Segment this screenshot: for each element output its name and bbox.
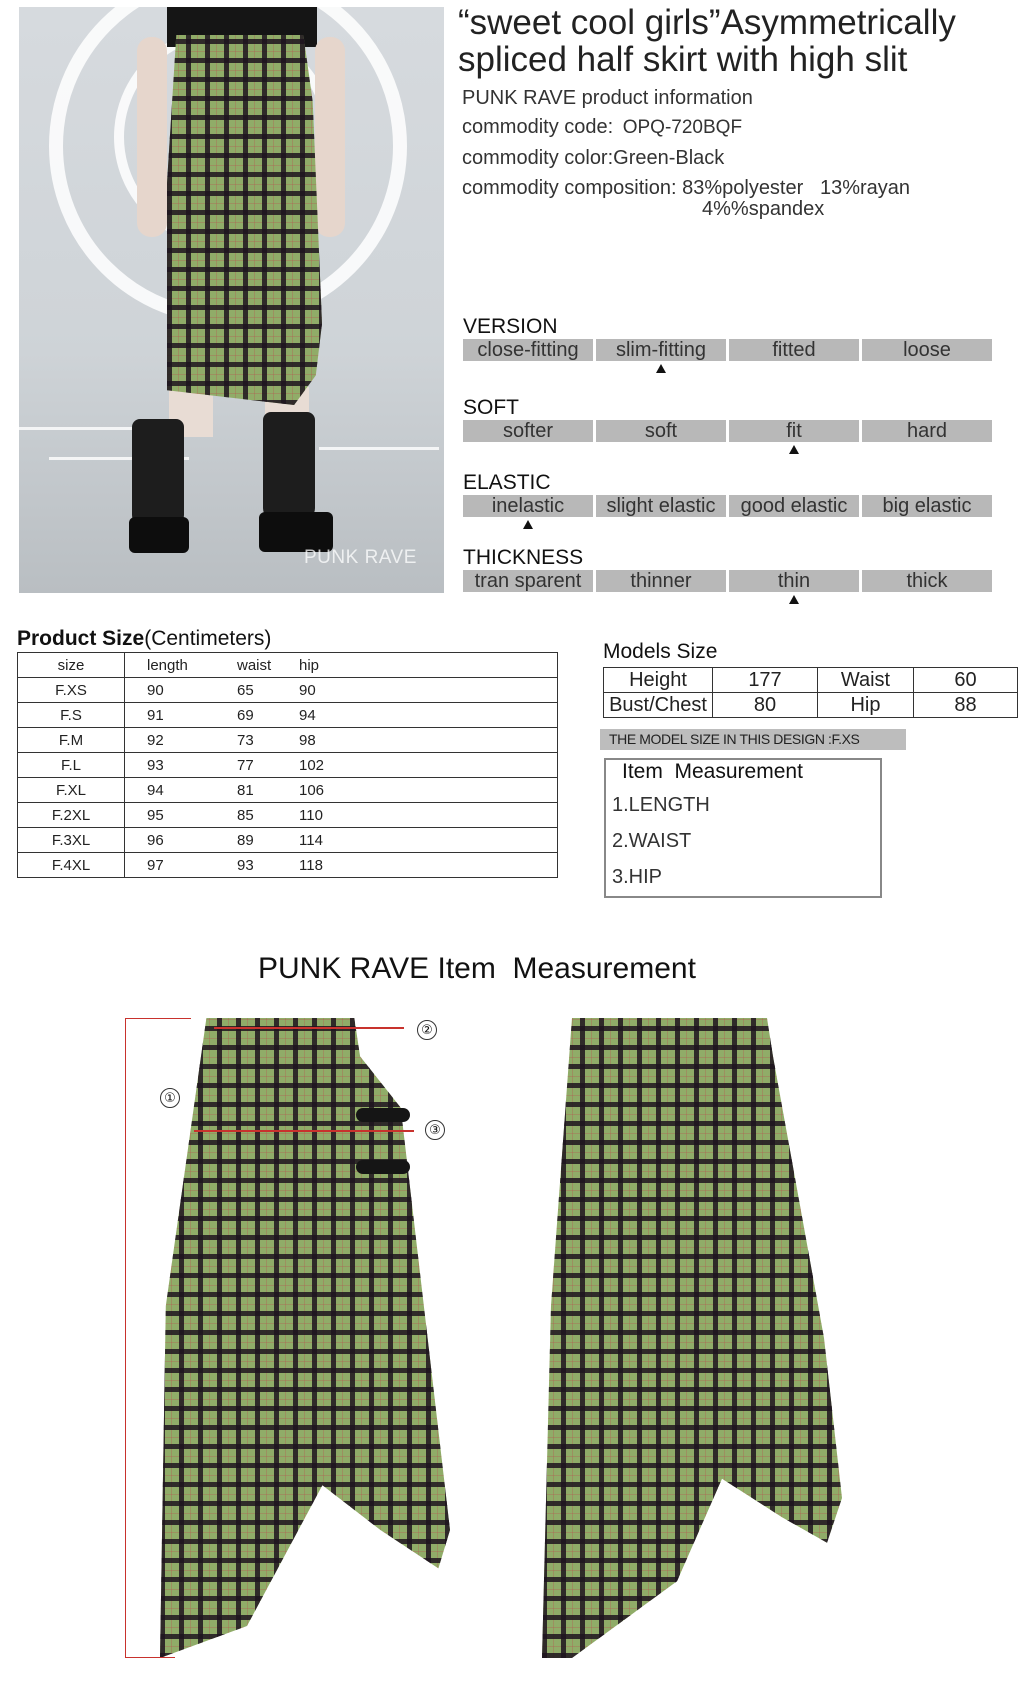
commodity-composition-label: commodity composition: — [462, 177, 677, 199]
table-cell: Bust/Chest — [604, 693, 713, 718]
table-header: waist — [237, 653, 299, 678]
table-cell: F.XL — [18, 778, 125, 803]
model-arm-left — [137, 37, 167, 237]
table-cell: 96 — [125, 828, 238, 853]
table-cell: 88 — [914, 693, 1018, 718]
attribute-scale — [463, 495, 992, 517]
scale-option: close-fitting — [463, 339, 593, 361]
table-cell: 80 — [713, 693, 818, 718]
scale-option: inelastic — [463, 495, 593, 517]
lower-section-title: PUNK RAVE Item Measurement — [258, 952, 696, 985]
boot-sole-left — [129, 517, 189, 553]
commodity-color-value: Green-Black — [613, 147, 725, 169]
table-cell: Waist — [818, 668, 914, 693]
table-header: length — [125, 653, 238, 678]
commodity-composition — [462, 177, 910, 200]
commodity-code-label: commodity code: — [462, 116, 614, 138]
selected-marker — [656, 364, 666, 373]
model-size-note: THE MODEL SIZE IN THIS DESIGN :F.XS — [600, 729, 906, 750]
product-title-line2: spliced half skirt with high slit — [458, 40, 908, 79]
table-cell: Height — [604, 668, 713, 693]
scale-option: big elastic — [862, 495, 992, 517]
table-cell: 90 — [299, 678, 558, 703]
buckle-upper — [356, 1108, 410, 1122]
table-cell: 65 — [237, 678, 299, 703]
attribute-title: THICKNESS — [463, 546, 584, 569]
selected-marker — [523, 520, 533, 529]
table-cell: F.M — [18, 728, 125, 753]
attribute-elastic — [463, 471, 992, 517]
model-photo — [19, 7, 444, 593]
scale-option: softer — [463, 420, 593, 442]
table-row — [18, 803, 558, 828]
table-cell: 177 — [713, 668, 818, 693]
table-cell: 77 — [237, 753, 299, 778]
table-row — [18, 828, 558, 853]
scale-option: thin — [729, 570, 859, 592]
table-cell: F.L — [18, 753, 125, 778]
product-title-line1: “sweet cool girls”Asymmetrically — [458, 3, 956, 42]
table-cell: 106 — [299, 778, 558, 803]
table-cell: 110 — [299, 803, 558, 828]
attribute-title: VERSION — [463, 315, 558, 338]
table-cell: 93 — [125, 753, 238, 778]
product-size-rows — [18, 678, 558, 878]
attribute-scale — [463, 339, 992, 361]
waist-line — [214, 1027, 404, 1029]
scale-option: fitted — [729, 339, 859, 361]
table-cell: F.3XL — [18, 828, 125, 853]
scale-option: loose — [862, 339, 992, 361]
table-cell: 98 — [299, 728, 558, 753]
commodity-code — [462, 116, 742, 139]
table-row — [18, 703, 558, 728]
commodity-composition-value1: 83%polyester 13%rayan — [682, 177, 911, 199]
table-cell: 91 — [125, 703, 238, 728]
product-title — [458, 4, 1018, 78]
table-cell: 93 — [237, 853, 299, 878]
buckle-lower — [356, 1160, 410, 1174]
brand-info: PUNK RAVE product information — [462, 87, 753, 109]
table-row — [18, 753, 558, 778]
selected-marker — [789, 595, 799, 604]
table-cell: Hip — [818, 693, 914, 718]
selected-marker — [789, 445, 799, 454]
table-cell: F.2XL — [18, 803, 125, 828]
marker-length: ① — [160, 1088, 180, 1108]
table-header-row — [18, 653, 558, 678]
attribute-scale — [463, 570, 992, 592]
scale-option: slim-fitting — [596, 339, 726, 361]
scale-option: thick — [862, 570, 992, 592]
model-arm-right — [315, 37, 345, 237]
length-line-top — [125, 1018, 191, 1019]
skirt-on-model — [167, 35, 322, 405]
table-cell: 81 — [237, 778, 299, 803]
table-cell: 118 — [299, 853, 558, 878]
models-size-title: Models Size — [603, 640, 718, 663]
table-row — [18, 728, 558, 753]
table-cell: F.S — [18, 703, 125, 728]
floor-light — [319, 447, 439, 450]
scale-option: thinner — [596, 570, 726, 592]
item-measurement-title: Item Measurement — [622, 760, 803, 783]
attribute-thickness — [463, 546, 992, 592]
attribute-soft — [463, 396, 992, 442]
attribute-scale — [463, 420, 992, 442]
table-cell: F.XS — [18, 678, 125, 703]
table-cell: 90 — [125, 678, 238, 703]
marker-hip: ③ — [425, 1120, 445, 1140]
boot-sole-right — [259, 512, 333, 552]
attribute-title: ELASTIC — [463, 471, 551, 494]
hip-line — [194, 1130, 414, 1132]
table-row — [604, 668, 1018, 693]
skirt-back-illustration — [542, 1018, 842, 1658]
table-cell: 85 — [237, 803, 299, 828]
table-row — [18, 853, 558, 878]
models-size-table — [603, 667, 1018, 718]
table-cell: 73 — [237, 728, 299, 753]
product-size-title — [17, 627, 271, 651]
table-row — [604, 693, 1018, 718]
length-line-bottom — [125, 1657, 175, 1658]
scale-option: fit — [729, 420, 859, 442]
table-header: size — [18, 653, 125, 678]
measurement-item-waist: 2.WAIST — [612, 830, 692, 852]
table-row — [18, 778, 558, 803]
commodity-code-value: OPQ-720BQF — [622, 117, 743, 138]
length-line — [125, 1018, 126, 1658]
product-size-title-bold: Product Size — [17, 627, 145, 650]
table-cell: 92 — [125, 728, 238, 753]
attribute-title: SOFT — [463, 396, 519, 419]
commodity-color-label: commodity color: — [462, 147, 614, 169]
table-cell: 60 — [914, 668, 1018, 693]
table-cell: 94 — [125, 778, 238, 803]
table-row — [18, 678, 558, 703]
commodity-color — [462, 147, 724, 170]
measurement-item-hip: 3.HIP — [612, 866, 663, 888]
measurement-item-length: 1.LENGTH — [612, 794, 710, 816]
scale-option: tran sparent — [463, 570, 593, 592]
boot-right — [263, 412, 315, 522]
commodity-composition-value2: 4%%spandex — [702, 198, 825, 220]
table-cell: F.4XL — [18, 853, 125, 878]
scale-option: soft — [596, 420, 726, 442]
table-cell: 89 — [237, 828, 299, 853]
product-size-table — [17, 652, 558, 878]
boot-left — [132, 419, 184, 529]
watermark: PUNK RAVE — [304, 547, 417, 568]
marker-waist: ② — [417, 1020, 437, 1040]
table-cell: 102 — [299, 753, 558, 778]
scale-option: hard — [862, 420, 992, 442]
table-cell: 95 — [125, 803, 238, 828]
attribute-version — [463, 315, 992, 361]
scale-option: slight elastic — [596, 495, 726, 517]
product-size-unit: (Centimeters) — [144, 627, 272, 650]
scale-option: good elastic — [729, 495, 859, 517]
table-cell: 114 — [299, 828, 558, 853]
table-header: hip — [299, 653, 558, 678]
table-cell: 97 — [125, 853, 238, 878]
table-cell: 94 — [299, 703, 558, 728]
table-cell: 69 — [237, 703, 299, 728]
